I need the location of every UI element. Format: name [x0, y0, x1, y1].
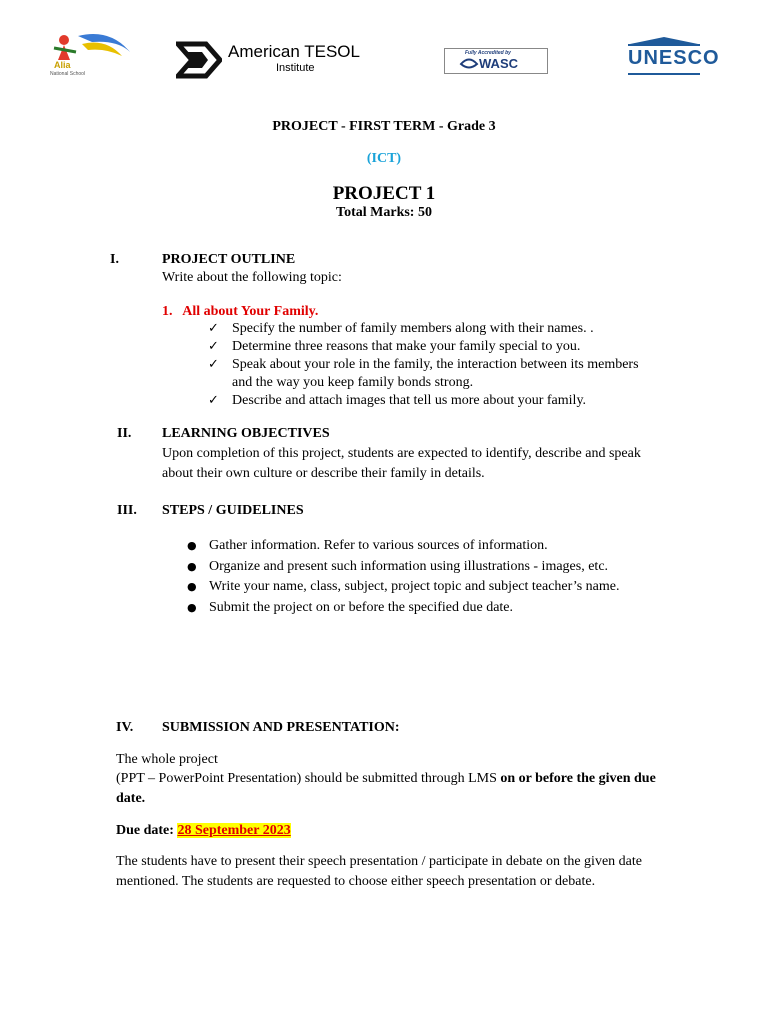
bullet-icon: ●	[187, 559, 197, 573]
section-4-numeral: IV.	[116, 720, 134, 735]
section-2-text: Upon completion of this project, students are expected to identify, describe and speak about their own culture or describe their family in details.	[162, 446, 641, 481]
outline-checklist	[208, 320, 648, 410]
due-date-label: Due date:	[116, 823, 178, 838]
list-item: ● Gather information. Refer to various sources of information.	[187, 536, 707, 557]
tesol-emblem-icon	[176, 40, 222, 80]
project-title: PROJECT 1	[332, 183, 436, 204]
submission-line-1: The whole project	[116, 752, 218, 767]
due-date-value: 28 September 2023	[177, 823, 291, 838]
total-marks: Total Marks: 50	[336, 205, 432, 220]
section-2-heading: LEARNING OBJECTIVES	[162, 426, 330, 441]
wasc-top-text: Fully Accredited by	[465, 50, 511, 56]
alia-school-logo	[48, 30, 132, 82]
guidelines-list	[187, 536, 707, 618]
checkmark-icon: ✓	[208, 357, 219, 372]
submission-line-2: (PPT – PowerPoint Presentation) should be submitted through LMS on or before the given due date.	[116, 771, 656, 806]
section-1-heading: PROJECT OUTLINE	[162, 252, 296, 267]
checkmark-icon: ✓	[208, 321, 219, 336]
bullet-icon: ●	[187, 539, 197, 552]
section-4-heading: SUBMISSION AND PRESENTATION:	[162, 720, 400, 735]
unesco-logo	[626, 36, 720, 76]
section-3-numeral: III.	[117, 503, 137, 518]
unesco-text: UNESCO	[628, 47, 720, 69]
list-item: ✓ Specify the number of family members along with their names. .	[208, 321, 594, 336]
tesol-title: American TESOL	[228, 42, 360, 61]
document-title: PROJECT - FIRST TERM - Grade 3	[272, 119, 496, 134]
list-item: ✓ Describe and attach images that tell us more about your family.	[208, 393, 587, 408]
checkmark-icon: ✓	[208, 393, 219, 408]
list-item: ✓ Speak about your role in the family, the interaction between its members and the way you keep family bonds strong.	[208, 357, 639, 390]
alia-logo-text: Alia	[54, 60, 71, 70]
bullet-icon: ●	[187, 600, 197, 614]
wasc-swoosh-icon	[459, 57, 479, 71]
american-tesol-logo	[176, 40, 360, 80]
list-item: ● Write your name, class, subject, project topic and subject teacher’s name.	[187, 577, 707, 598]
due-date	[116, 821, 291, 841]
list-item: ✓ Determine three reasons that make your family special to you.	[208, 339, 581, 354]
wasc-main-text: WASC	[479, 56, 518, 71]
alia-logo-subtext: National School	[50, 71, 86, 77]
checkmark-icon: ✓	[208, 339, 219, 354]
list-item: ● Organize and present such information using illustrations - images, etc.	[187, 557, 707, 578]
subject-label: (ICT)	[366, 151, 402, 166]
wasc-logo	[444, 48, 548, 74]
section-1-intro: Write about the following topic:	[162, 270, 342, 285]
bullet-icon: ●	[187, 580, 197, 593]
closing-paragraph: The students have to present their speech presentation / participate in debate on the given date mentioned. The students are requested to choose either speech presentation or debate.	[116, 854, 642, 889]
section-3-heading: STEPS / GUIDELINES	[162, 503, 304, 518]
section-1-numeral: I.	[110, 252, 119, 267]
tesol-subtitle: Institute	[276, 62, 315, 74]
section-2-numeral: II.	[117, 426, 132, 441]
topic-label: 1. All about Your Family.	[162, 304, 319, 319]
list-item: ● Submit the project on or before the specified due date.	[187, 598, 707, 619]
